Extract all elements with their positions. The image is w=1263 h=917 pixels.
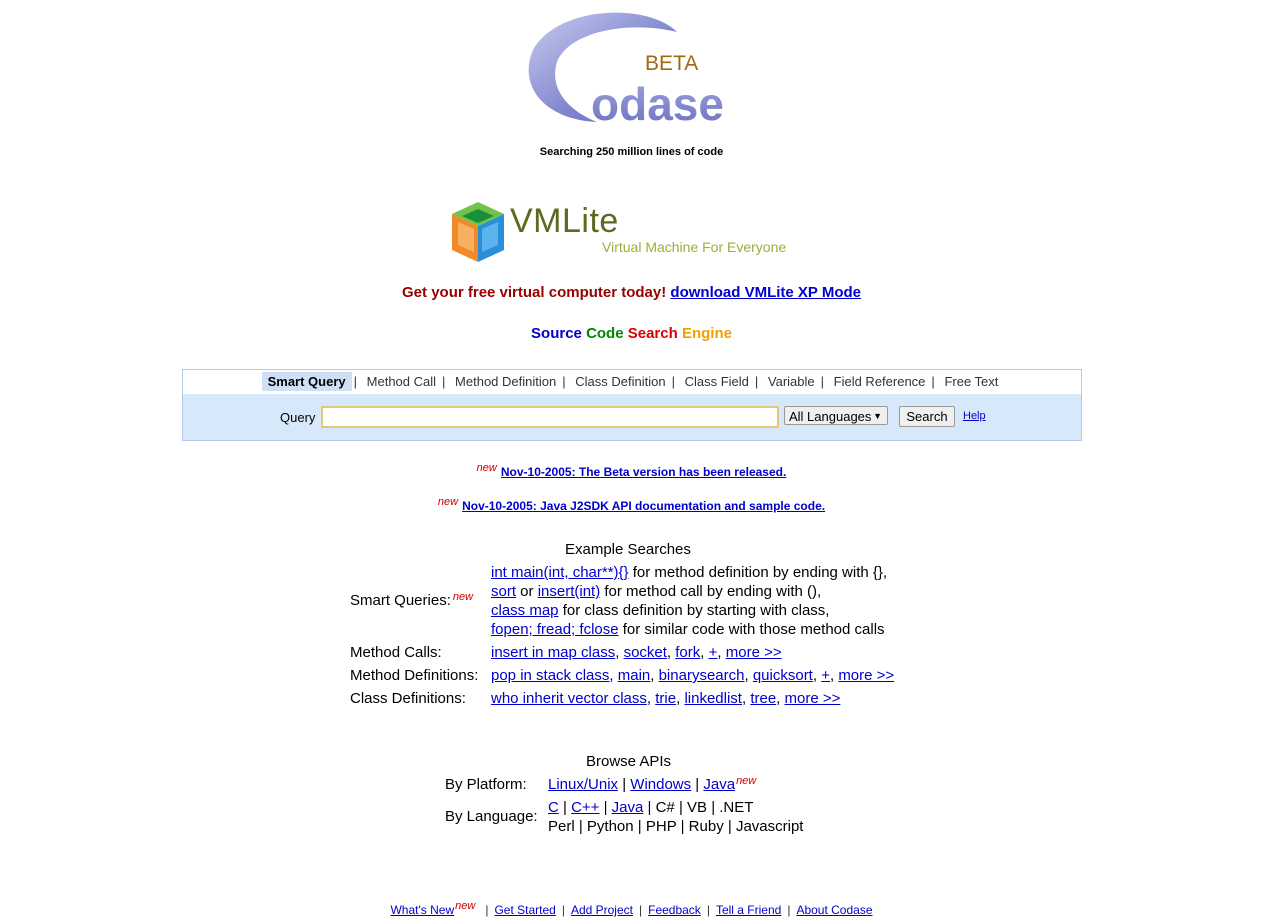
engine-title (0, 325, 1263, 342)
tab-free-text[interactable]: Free Text (944, 374, 999, 389)
example-link[interactable]: who inherit vector class (491, 690, 647, 707)
codase-logo[interactable] (527, 10, 739, 124)
vmlite-subtitle: Virtual Machine For Everyone (602, 239, 787, 255)
news-item (0, 496, 1263, 513)
footer-link-add-project[interactable]: Add Project (570, 903, 633, 917)
language-link-cpp[interactable]: C++ (571, 799, 600, 816)
example-link[interactable]: binarysearch (658, 667, 745, 684)
smart-query-line: fopen; fread; fclose for similar code with those method calls (491, 621, 885, 638)
language-link-c[interactable]: C (548, 799, 559, 816)
tagline: Searching 250 million lines of code (539, 146, 724, 158)
footer-link-whats-new[interactable]: What's New (390, 903, 455, 917)
example-link[interactable]: main (617, 667, 651, 684)
example-link[interactable]: class map (491, 602, 559, 619)
example-link[interactable]: + (708, 644, 718, 661)
tab-field-reference[interactable]: Field Reference (833, 374, 926, 389)
tab-class-field[interactable]: Class Field (684, 374, 749, 389)
platform-link-windows[interactable]: Windows (630, 776, 692, 793)
logo-badge: BETA (645, 52, 699, 75)
by-platform-label: By Platform: (445, 776, 527, 793)
download-vmlite-link[interactable]: download VMLite XP Mode (670, 284, 861, 301)
news-item (0, 462, 1263, 479)
platform-link-java[interactable]: Java (703, 776, 736, 793)
new-badge: new (437, 496, 459, 508)
footer-link-get-started[interactable]: Get Started (494, 903, 556, 917)
engine-word-source: Source (531, 325, 582, 342)
platform-links: Linux/Unix | Windows | Java$^{new}$ (548, 775, 757, 793)
language-links-row2: Perl | Python | PHP | Ruby | Javascript (548, 818, 804, 835)
query-label: Query (280, 410, 316, 425)
news-link-j2sdk[interactable]: Nov-10-2005: Java J2SDK API documentation and sample code. (462, 499, 826, 513)
tab-class-definition[interactable]: Class Definition (575, 374, 666, 389)
tab-smart-query[interactable]: Smart Query (262, 372, 352, 391)
query-input[interactable] (321, 406, 779, 428)
more-link[interactable]: more >> (725, 644, 782, 661)
language-select-value: All Languages (789, 409, 872, 424)
help-link[interactable]: Help (963, 410, 986, 422)
chevron-down-icon: ▼ (873, 411, 882, 421)
new-badge: new (452, 591, 474, 603)
new-badge: new (455, 900, 476, 912)
promo-text: Get your free virtual computer today! (402, 284, 667, 301)
example-link[interactable]: fork (675, 644, 701, 661)
smart-query-line: int main(int, char**){} for method definition by ending with {}, (491, 564, 888, 581)
search-panel (182, 369, 1082, 441)
example-link[interactable]: int main(int, char**){} (491, 564, 629, 581)
more-link[interactable]: more >> (784, 690, 841, 707)
example-link[interactable]: insert(int) (537, 583, 601, 600)
search-button[interactable]: Search (899, 406, 955, 427)
class-definitions-label: Class Definitions: (350, 690, 466, 707)
example-searches-title: Example Searches (565, 541, 691, 558)
new-badge: new (736, 775, 757, 787)
platform-link-linux[interactable]: Linux/Unix (548, 776, 619, 793)
footer-link-about[interactable]: About Codase (796, 903, 873, 917)
language-link-java[interactable]: Java (611, 799, 644, 816)
browse-apis-title: Browse APIs (586, 753, 672, 770)
query-row (183, 394, 1081, 440)
search-tabs: Smart Query | Method Call | Method Definition | Class Definition | Class Field | Variable | Field Reference | Free Text (183, 370, 1081, 393)
method-definitions-links: pop in stack class, main, binarysearch, quicksort, +, more >> (491, 667, 895, 684)
example-link[interactable]: linkedlist (684, 690, 742, 707)
promo-line (0, 284, 1263, 301)
method-definitions-label: Method Definitions: (350, 667, 479, 684)
example-link[interactable]: tree (750, 690, 777, 707)
news-link-beta[interactable]: Nov-10-2005: The Beta version has been released. (500, 465, 787, 479)
example-link[interactable]: pop in stack class (491, 667, 610, 684)
language-select[interactable] (784, 406, 888, 425)
vmlite-name: VMLite (510, 202, 619, 240)
tab-variable[interactable]: Variable (767, 374, 815, 389)
engine-word-search: Search (627, 325, 678, 342)
example-link[interactable]: quicksort (752, 667, 813, 684)
example-link[interactable]: trie (655, 690, 677, 707)
new-badge: new (476, 462, 497, 474)
footer-link-feedback[interactable]: Feedback (648, 903, 701, 917)
smart-query-line: sort or insert(int) for method call by ending with (), (491, 583, 822, 600)
vmlite-logo[interactable] (450, 200, 810, 266)
more-link[interactable]: more >> (838, 667, 895, 684)
language-links-row1: C | C++ | Java | C# | VB | .NET (548, 799, 754, 816)
tab-method-call[interactable]: Method Call (366, 374, 437, 389)
example-link[interactable]: fopen; fread; fclose (491, 621, 619, 638)
smart-queries-label: Smart Queries: $^{new}$ (350, 591, 474, 609)
class-definitions-links: who inherit vector class, trie, linkedlist, tree, more >> (491, 690, 841, 707)
example-link[interactable]: + (821, 667, 830, 684)
footer-link-tell-a-friend[interactable]: Tell a Friend (715, 903, 782, 917)
example-link[interactable]: insert in map class (491, 644, 616, 661)
tab-method-definition[interactable]: Method Definition (455, 374, 557, 389)
by-language-label: By Language: (445, 808, 538, 825)
example-link[interactable]: socket (623, 644, 667, 661)
method-calls-label: Method Calls: (350, 644, 442, 661)
footer-nav: What's Newnew | Get Started | Add Project | Feedback | Tell a Friend | About Codase (390, 900, 873, 917)
smart-query-line: class map for class definition by starting with class, (491, 602, 830, 619)
logo-text: odase (591, 78, 724, 124)
engine-word-code: Code (586, 325, 624, 342)
example-link[interactable]: sort (491, 583, 517, 600)
method-calls-links: insert in map class, socket, fork, +, more >> (491, 644, 782, 661)
engine-word-engine: Engine (681, 325, 732, 342)
